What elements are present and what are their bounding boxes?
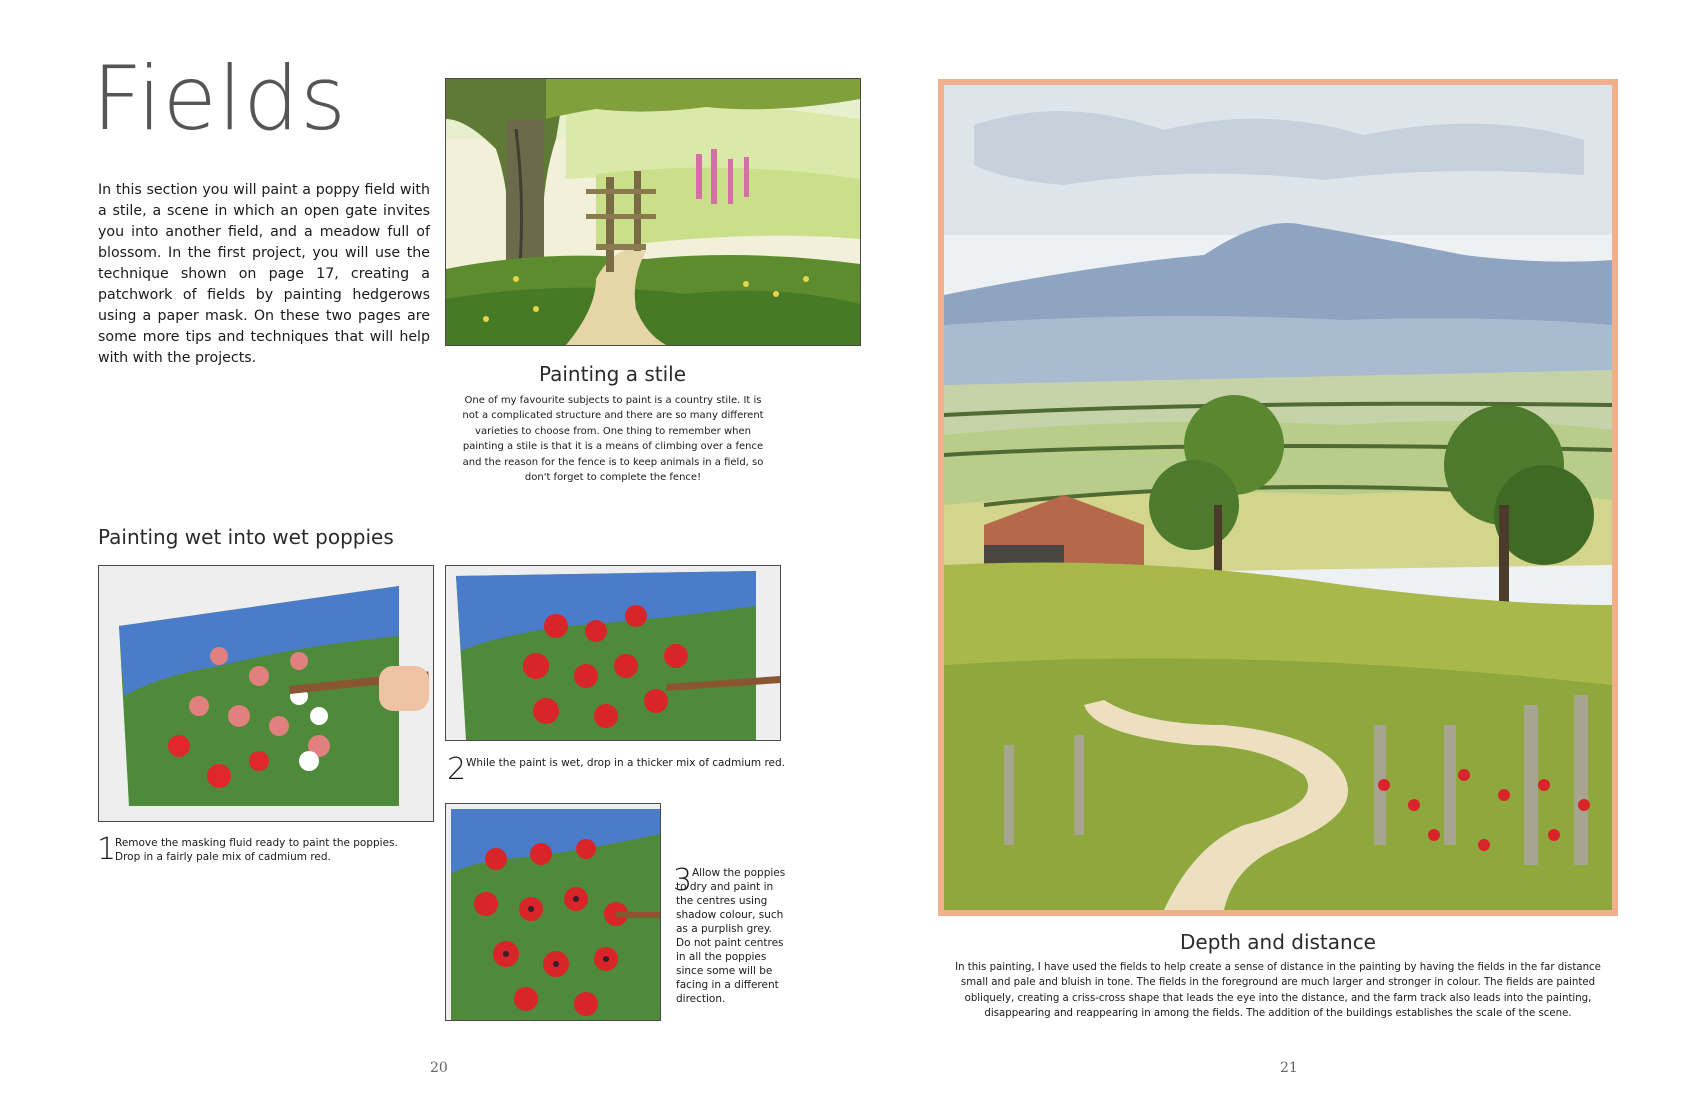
page-number-right: 21: [1280, 1060, 1298, 1076]
step-2-image: [445, 565, 781, 741]
depth-heading: Depth and distance: [1179, 930, 1376, 954]
step-1-caption: Remove the masking fluid ready to paint the poppies. Drop in a fairly pale mix of cadmium red.: [115, 837, 398, 863]
intro-paragraph: In this section you will paint a poppy field with a stile, a scene in which an open gate invites you into another field, and a meadow full of blossom. In the first project, you will use the technique shown on page 17, creating a patchwork of fields by painting hedgerows using a paper mask. On these two pages are some more tips and techniques that will help with with the projects.: [98, 182, 430, 366]
depth-body-text: In this painting, I have used the fields to help create a sense of distance in the painting by having the fields in the far distance small and pale and bluish in tone. The fields in the foreground are much larger and stronger in colour. The fields are painted obliquely, creating a criss-cross shape that leads the eye into the distance, and the farm track also leads into the painting, disappearing and reappearing in among the fields. The addition of the buildings establishes the scale of the scene.: [955, 962, 1601, 1020]
poppies-heading: Painting wet into wet poppies: [98, 525, 394, 549]
step-3-caption: Allow the poppies to dry and paint in the centres using shadow colour, such as a purplish grey. Do not paint centres in all the poppies since some will be facing in a different direction.: [676, 867, 786, 1005]
step-1-image: [98, 565, 434, 822]
page-number-left: 20: [430, 1060, 448, 1076]
stile-body-text: One of my favourite subjects to paint is a country stile. It is not a complicated structure and there are so many different varieties to choose from. One thing to remember when painting a stile is that it is a means of climbing over a fence and the reason for the fence is to keep animals in a field, so don't forget to complete the fence!: [462, 395, 764, 484]
landscape-painting-image: [944, 85, 1612, 910]
step-2-number: 2: [447, 752, 467, 787]
step-3-image: [445, 803, 661, 1021]
stile-painting-image: [445, 78, 861, 346]
step-1-number: 1: [97, 832, 117, 867]
stile-heading: Painting a stile: [538, 362, 687, 386]
step-2-caption: While the paint is wet, drop in a thicker mix of cadmium red.: [466, 757, 786, 769]
step-3-number: 3: [673, 863, 693, 898]
page-title: Fields: [92, 47, 347, 150]
